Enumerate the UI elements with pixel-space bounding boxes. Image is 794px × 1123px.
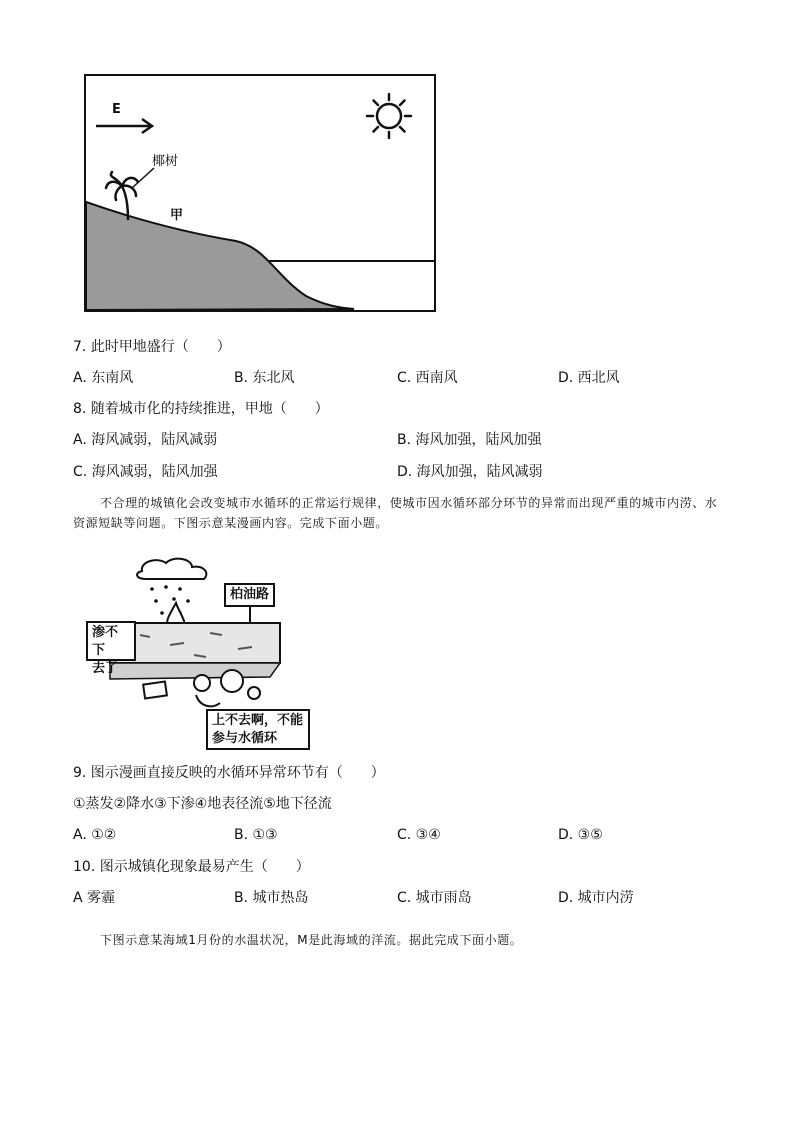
underground-character-2 [221,670,243,692]
q10-option-b: B. 城市热岛 [234,890,309,906]
bottom-speech-line-2: 参与水循环 [212,731,278,746]
q10-option-c: C. 城市雨岛 [397,890,472,906]
question-9-stem: 9. 图示漫画直接反映的水循环异常环节有（ ） [73,765,385,781]
sea-breeze-svg [86,76,434,310]
bottom-speech-line-1: 上不去啊，不能 [212,713,304,728]
tree-label: 椰树 [152,154,179,169]
q9-option-a: A. ①② [73,827,117,843]
question-8-stem: 8. 随着城市化的持续推进，甲地（ ） [73,401,329,417]
place-label: 甲 [170,208,184,223]
left-speech-line-1: 渗不下 [92,625,119,658]
q8-option-b: B. 海风加强，陆风加强 [397,432,542,448]
left-speech-sign [86,621,136,676]
rain-drops [150,585,190,615]
q8-option-a: A. 海风减弱，陆风减弱 [73,432,218,448]
underground-character-1 [194,675,210,691]
question-9-subitems: ①蒸发②降水③下渗④地表径流⑤地下径流 [73,796,332,812]
q7-option-c: C. 西南风 [397,370,458,386]
arrow-label: E [112,102,121,117]
q9-option-c: C. ③④ [397,827,441,843]
underground-squiggle [196,695,220,706]
bottom-speech-sign [206,709,310,750]
question-7-stem: 7. 此时甲地盛行（ ） [73,339,231,355]
left-speech-line-2: 去了 [92,661,119,676]
underground-character-3 [248,687,260,699]
sun-icon [367,94,411,138]
question-10-stem: 10. 图示城镇化现象最易产生（ ） [73,859,310,875]
sea-breeze-diagram [84,74,436,312]
road-sign: 柏油路 [224,583,275,607]
intro-paragraph-water-cycle: 不合理的城镇化会改变城市水循环的正常运行规律，使城市因水循环部分环节的异常而出现严重的城市内涝、水资源短缺等问题。下图示意某漫画内容。完成下面小题。 [73,496,718,530]
q9-option-d: D. ③⑤ [558,827,603,843]
q9-option-b: B. ①③ [234,827,278,843]
q8-option-c: C. 海风减弱，陆风加强 [73,464,218,480]
q7-option-d: D. 西北风 [558,370,620,386]
land-slope [86,202,354,310]
q7-option-b: B. 东北风 [234,370,295,386]
q7-option-a: A. 东南风 [73,370,134,386]
cloud-icon [137,559,206,579]
water-cycle-cartoon [80,557,312,752]
q8-option-d: D. 海风加强，陆风减弱 [397,464,543,480]
q10-option-d: D. 城市内涝 [558,890,634,906]
underground-pipe [143,682,167,699]
intro-paragraph-sea-temperature: 下图示意某海域1月份的水温状况，M是此海域的洋流。据此完成下面小题。 [100,933,523,947]
q10-option-a: A 雾霾 [73,890,116,906]
soil-layer [110,663,280,679]
